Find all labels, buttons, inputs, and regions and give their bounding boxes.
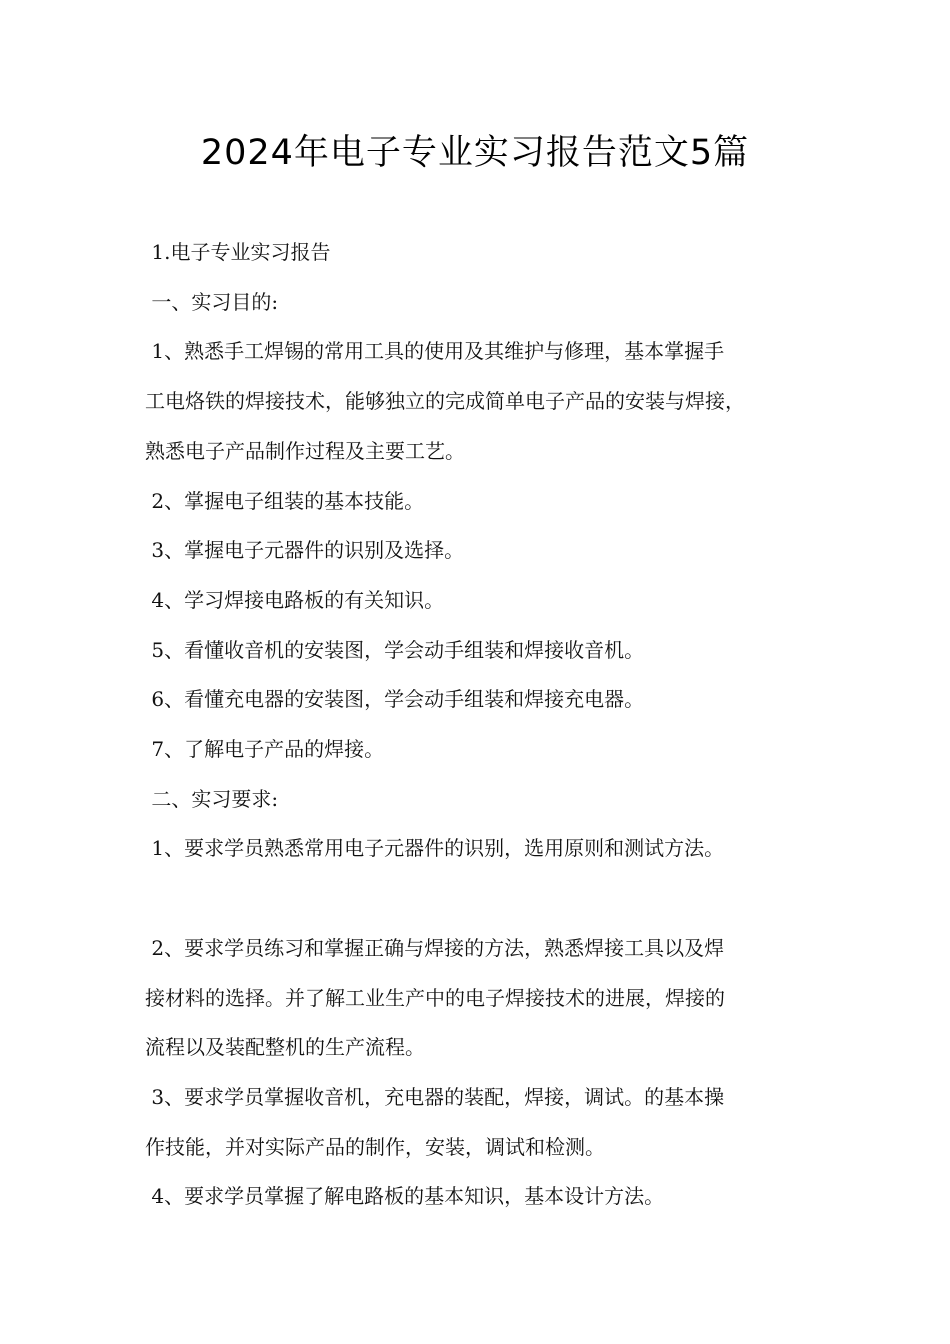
document-title: 2024年电子专业实习报告范文5篇 [200, 133, 750, 173]
section-heading: 1.电子专业实习报告 [145, 240, 331, 264]
paragraph-line: 2、要求学员练习和掌握正确与焊接的方法，熟悉焊接工具以及焊 [145, 935, 725, 960]
paragraph-line: 工电烙铁的焊接技术，能够独立的完成简单电子产品的安装与焊接， [145, 389, 745, 414]
paragraph-line: 1、熟悉手工焊锡的常用工具的使用及其维护与修理，基本掌握手 [145, 339, 725, 364]
document-body [145, 228, 835, 1222]
list-item: 6、看懂充电器的安装图，学会动手组装和焊接充电器。 [145, 687, 645, 712]
subsection-heading: 一、实习目的: [145, 289, 279, 314]
paragraph-line: 接材料的选择。并了解工业生产中的电子焊接技术的进展，焊接的 [145, 985, 725, 1010]
list-item: 2、掌握电子组装的基本技能。 [145, 488, 425, 513]
subsection-heading: 二、实习要求: [145, 786, 279, 811]
paragraph-gap [145, 874, 835, 924]
paragraph-line: 作技能，并对实际产品的制作，安装，调试和检测。 [145, 1134, 605, 1159]
list-item: 1、要求学员熟悉常用电子元器件的识别，选用原则和测试方法。 [145, 836, 725, 861]
paragraph-line: 3、要求学员掌握收音机，充电器的装配，焊接，调试。的基本操 [145, 1084, 725, 1109]
list-item: 5、看懂收音机的安装图，学会动手组装和焊接收音机。 [145, 637, 645, 662]
list-item: 3、掌握电子元器件的识别及选择。 [145, 538, 465, 563]
paragraph-line: 熟悉电子产品制作过程及主要工艺。 [145, 438, 465, 463]
list-item: 7、了解电子产品的焊接。 [145, 737, 385, 762]
paragraph-line: 流程以及装配整机的生产流程。 [145, 1035, 425, 1060]
list-item: 4、要求学员掌握了解电路板的基本知识，基本设计方法。 [145, 1184, 665, 1209]
list-item: 4、学习焊接电路板的有关知识。 [145, 587, 445, 612]
